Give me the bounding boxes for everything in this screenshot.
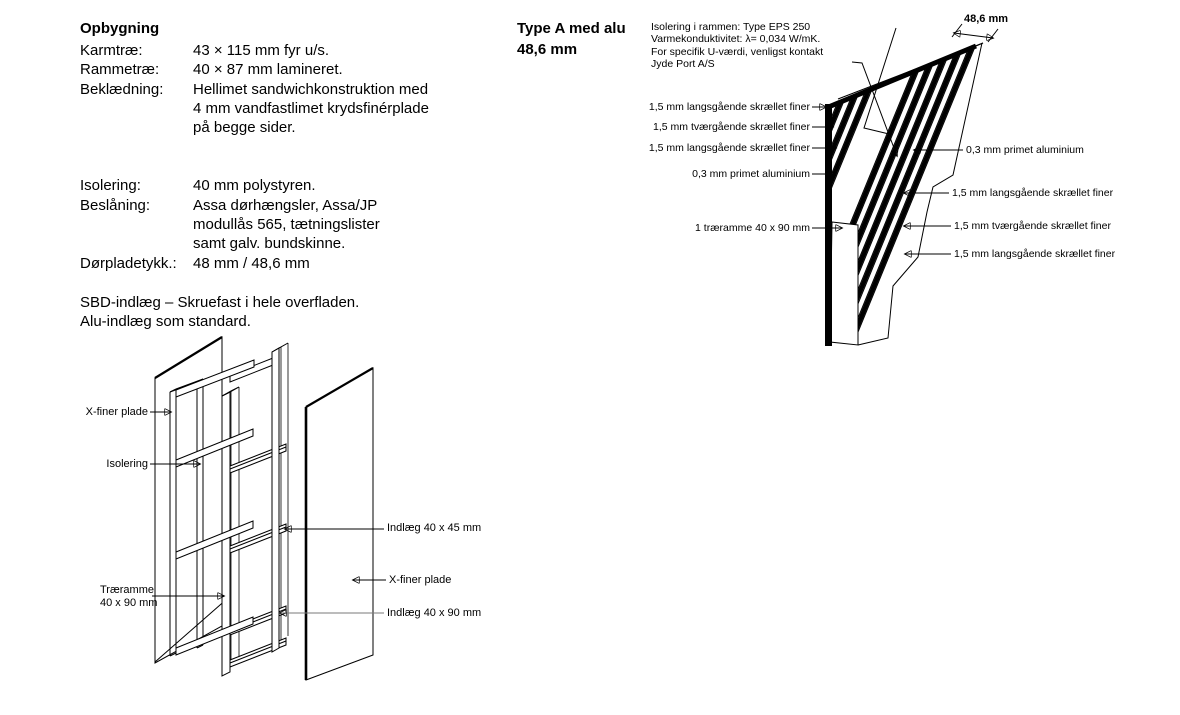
spec-label: Karmtræ:: [80, 42, 143, 59]
spec-block: [80, 18, 490, 332]
label-x-finer-plade-right: X-finer plade: [389, 574, 452, 586]
spec-footer: [80, 293, 490, 332]
type-a-title-line1: Type A med alu: [517, 20, 626, 37]
spec-footer-line: SBD-indlæg – Skruefast i hele overfladen.: [80, 293, 360, 311]
label-x-finer-plade-left: X-finer plade: [85, 406, 148, 418]
label-traeramme-line1: Træramme: [100, 584, 154, 596]
spec-row-beklaedning: [80, 80, 490, 138]
spec-value: Hellimet sandwichkonstruktion med: [193, 80, 429, 98]
spec-label: Rammetræ:: [80, 61, 160, 79]
note-line: For specifik U-værdi, venligst kontakt: [651, 45, 824, 58]
layer-label-right-2: 1,5 mm langsgående skrællet finer: [952, 187, 1114, 199]
layer-label-left-2: 1,5 mm tværgående skrællet finer: [653, 121, 810, 133]
spec-label: Isolering:: [80, 177, 141, 195]
spec-label: Beslåning:: [80, 196, 151, 214]
spec-value: Assa dørhængsler, Assa/JP: [193, 196, 378, 214]
layer-label-left-5: 1 træramme 40 x 90 mm: [695, 222, 810, 234]
layer-label-left-4: 0,3 mm primet aluminium: [692, 168, 810, 180]
layer-label-left-1: 1,5 mm langsgående skrællet finer: [648, 101, 810, 113]
spec-value: 40 mm polystyren.: [193, 177, 316, 195]
spec-value: 43 × 115 mm fyr u/s.: [193, 42, 330, 59]
spec-value: 48 mm / 48,6 mm: [193, 254, 310, 272]
spec-title: Opbygning: [80, 20, 160, 37]
label-indlaeg-40x90: Indlæg 40 x 90 mm: [387, 607, 482, 619]
layer-label-left-3: 1,5 mm langsgående skrællet finer: [648, 142, 810, 154]
label-traeramme: [100, 584, 157, 610]
spec-value: modullås 565, tætningslister: [193, 216, 380, 234]
note-line: Varmekonduktivitet: λ= 0,034 W/mK.: [651, 33, 821, 46]
spec-value: på begge sider.: [193, 119, 296, 137]
spec-row-doerpladetykkelse: [80, 254, 490, 273]
spec-row-karmtrae: [80, 41, 490, 60]
label-traeramme-line2: 40 x 90 mm: [100, 597, 158, 609]
note-line: Isolering i rammen: Type EPS 250: [651, 21, 811, 33]
type-a-header: [517, 18, 626, 60]
spec-row-isolering: [80, 176, 490, 195]
type-a-title-line2: 48,6 mm: [517, 41, 578, 58]
note-line: Jyde Port A/S: [651, 57, 715, 70]
spec-label: Beklædning:: [80, 80, 164, 98]
layer-label-right-1: 0,3 mm primet aluminium: [966, 144, 1084, 156]
label-isolering: Isolering: [106, 458, 148, 470]
label-indlaeg-40x45: Indlæg 40 x 45 mm: [387, 522, 482, 534]
dimension-label: 48,6 mm: [964, 13, 1009, 25]
exploded-door-drawing: [150, 337, 386, 680]
spec-row-beslaaning: [80, 196, 490, 254]
spec-row-rammetrae: [80, 60, 490, 79]
spec-value: 4 mm vandfastlimet krydsfinérplade: [193, 99, 429, 117]
layer-label-right-3: 1,5 mm tværgående skrællet finer: [954, 220, 1111, 232]
spec-label: Dørpladetykk.:: [80, 254, 177, 272]
spec-value: 40 × 87 mm lamineret.: [193, 61, 343, 79]
layer-label-right-4: 1,5 mm langsgående skrællet finer: [954, 248, 1116, 260]
spec-value: samt galv. bundskinne.: [193, 235, 346, 253]
spec-footer-line: Alu-indlæg som standard.: [80, 313, 251, 331]
insulation-note: [651, 21, 823, 70]
